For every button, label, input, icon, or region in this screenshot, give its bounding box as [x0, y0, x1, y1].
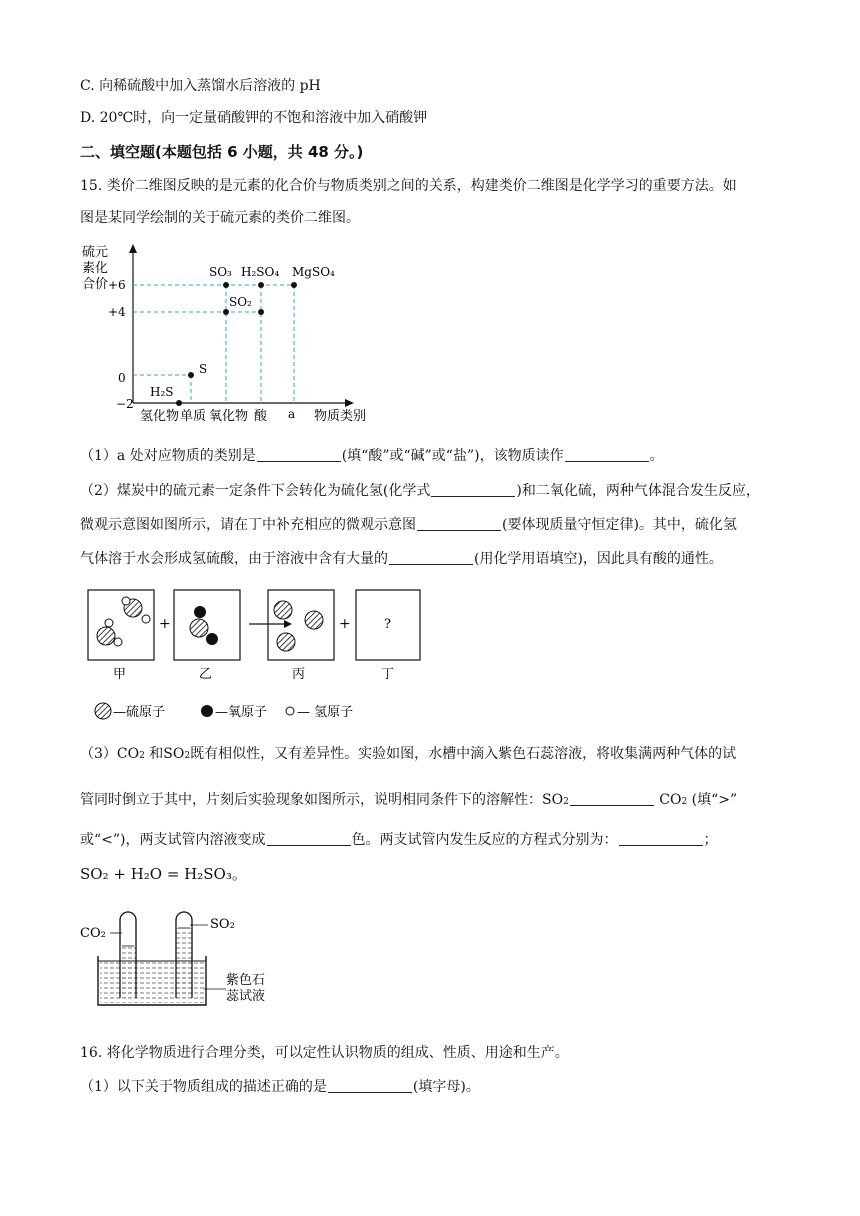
answer-blank[interactable]: [267, 831, 351, 846]
q15-part3-line3: [80, 830, 718, 850]
label-litmus-2: 蕊试液: [226, 989, 266, 1004]
q15-part3-text: （3）: [80, 746, 117, 762]
point-mgso4: [291, 282, 297, 288]
section-heading: 二、填空题(本题包括 6 小题，共 48 分。): [80, 143, 364, 161]
answer-blank[interactable]: [570, 791, 654, 806]
q15-part3-line2: [80, 790, 737, 812]
x-category-label: 单质: [180, 409, 207, 422]
y-axis-arrow: [129, 244, 137, 253]
q15-part1: [80, 446, 664, 466]
box-label-bing: 丙: [292, 667, 306, 682]
micro-reaction-diagram: [86, 586, 426, 722]
legend-hydrogen: — 氢原子: [297, 705, 354, 720]
box-label-yi: 乙: [199, 667, 213, 682]
point-s: [188, 372, 194, 378]
q16-part1-text: (填字母)。: [412, 1079, 480, 1095]
point-so2: [223, 309, 229, 315]
answer-blank[interactable]: [431, 482, 515, 497]
q15-part2-line1: [80, 481, 760, 501]
q15-part1-text-a: （1）a 处对应物质的类别是: [80, 448, 256, 464]
q15-part2-text: (要体现质量守恒定律)。其中，硫化氢: [502, 517, 737, 533]
q15-part3-text: 或“<”)，两支试管内溶液变成: [80, 832, 266, 848]
point-label-h2so4: H₂SO₄: [241, 265, 280, 279]
y-tick-label: −2: [116, 397, 134, 411]
chart-ylabel-3: 合价: [82, 277, 109, 292]
q15-intro-line1: 15. 类价二维图反映的是元素的化合价与物质类别之间的关系，构建类价二维图是化学学习的重要方法。如: [80, 178, 737, 194]
point-label-mgso4: MgSO₄: [292, 265, 335, 279]
point-label-s: S: [199, 362, 208, 376]
q15-intro-line2: 图是某同学绘制的关于硫元素的类价二维图。: [80, 210, 360, 226]
point-so3: [223, 282, 229, 288]
point-h2so4: [258, 282, 264, 288]
legend-oxygen-icon: [201, 705, 213, 717]
q15-part2-text: (用化学用语填空)，因此具有酸的通性。: [474, 551, 723, 567]
q16-part1: [80, 1077, 480, 1097]
unknown-mark: ?: [384, 617, 391, 632]
x-category-label: 氧化物: [209, 409, 249, 422]
valence-chart: [78, 238, 368, 422]
plus-sign: +: [159, 616, 171, 632]
point-label-so3: SO₃: [209, 265, 232, 279]
q16-intro: 16. 将化学物质进行合理分类，可以定性认识物质的组成、性质、用途和生产。: [80, 1045, 569, 1061]
answer-blank[interactable]: [328, 1078, 412, 1093]
q15-equation: SO₂ + H₂O = H₂SO₃。: [80, 865, 247, 883]
label-so2: SO₂: [210, 917, 235, 932]
option-c: C. 向稀硫酸中加入蒸馏水后溶液的 pH: [80, 78, 321, 94]
legend-sulfur-icon: [95, 703, 111, 719]
q15-part3-text: 色。两支试管内发生反应的方程式分别为：: [351, 832, 618, 848]
q15-part3-text: 管同时倒立于其中，片刻后实验现象如图所示，说明相同条件下的溶解性：: [80, 792, 542, 808]
y-tick-label: 0: [118, 371, 126, 385]
q15-part2-line3: [80, 549, 723, 569]
x-category-label: 酸: [254, 409, 268, 422]
option-d: D. 20℃时，向一定量硝酸钾的不饱和溶液中加入硝酸钾: [80, 110, 428, 126]
legend-oxygen: —氧原子: [215, 705, 268, 720]
box-label-jia: 甲: [113, 667, 127, 682]
answer-blank[interactable]: [619, 831, 703, 846]
q15-part3-text: 既有相似性，又有差异性。实验如图，水槽中滴入紫色石蕊溶液，将收集满两种气体的试: [190, 746, 737, 762]
x-category-label: 氢化物: [140, 409, 180, 422]
q16-part1-text: （1）以下关于物质组成的描述正确的是: [80, 1079, 327, 1095]
point-h2s: [176, 400, 182, 406]
x-category-label: a: [288, 407, 296, 421]
legend-hydrogen-icon: [286, 707, 294, 715]
point-acid-plus4: [258, 309, 264, 315]
chart-ylabel-1: 硫元: [82, 245, 109, 260]
box-jia: [88, 590, 154, 660]
point-label-h2s: H₂S: [150, 385, 174, 399]
q15-part3-line1: [80, 744, 736, 766]
answer-blank[interactable]: [565, 447, 649, 462]
plus-sign: +: [339, 616, 351, 632]
legend-sulfur: —硫原子: [113, 705, 166, 720]
q15-part3-text: (填“>”: [691, 792, 738, 808]
formula-co2: CO2: [654, 792, 688, 808]
test-tube-apparatus: [80, 906, 280, 1010]
q15-part2-text: （2）煤炭中的硫元素一定条件下会转化为硫化氢(化学式: [80, 483, 431, 499]
box-label-ding: 丁: [381, 667, 395, 682]
answer-blank[interactable]: [257, 447, 341, 462]
point-label-so2: SO₂: [229, 295, 252, 309]
label-litmus-1: 紫色石: [226, 973, 266, 988]
y-tick-label: +4: [108, 305, 126, 319]
q15-part2-line2: [80, 515, 737, 535]
x-axis-arrow: [345, 399, 354, 407]
formula-so2: SO2: [542, 792, 569, 808]
q15-part1-text-b: (填“酸”或“碱”或“盐”)，该物质读作: [341, 448, 564, 464]
y-tick-label: +6: [108, 278, 126, 292]
q15-part3-text: ；: [703, 832, 718, 848]
q15-part2-text: 微观示意图如图所示，请在丁中补充相应的微观示意图: [80, 517, 416, 533]
answer-blank[interactable]: [417, 516, 501, 531]
x-axis-label: 物质类别: [314, 409, 367, 422]
chart-ylabel-2: 素化: [82, 261, 109, 276]
q15-part2-text: 气体溶于水会形成氢硫酸，由于溶液中含有大量的: [80, 551, 388, 567]
answer-blank[interactable]: [389, 550, 473, 565]
q15-part2-text: )和二氧化硫，两种气体混合发生反应，: [516, 483, 760, 499]
box-bing: [268, 590, 334, 660]
formula-co2-so2: CO2 和SO2: [116, 746, 191, 762]
label-co2: CO₂: [80, 926, 106, 941]
q15-part1-text-c: 。: [649, 448, 664, 464]
